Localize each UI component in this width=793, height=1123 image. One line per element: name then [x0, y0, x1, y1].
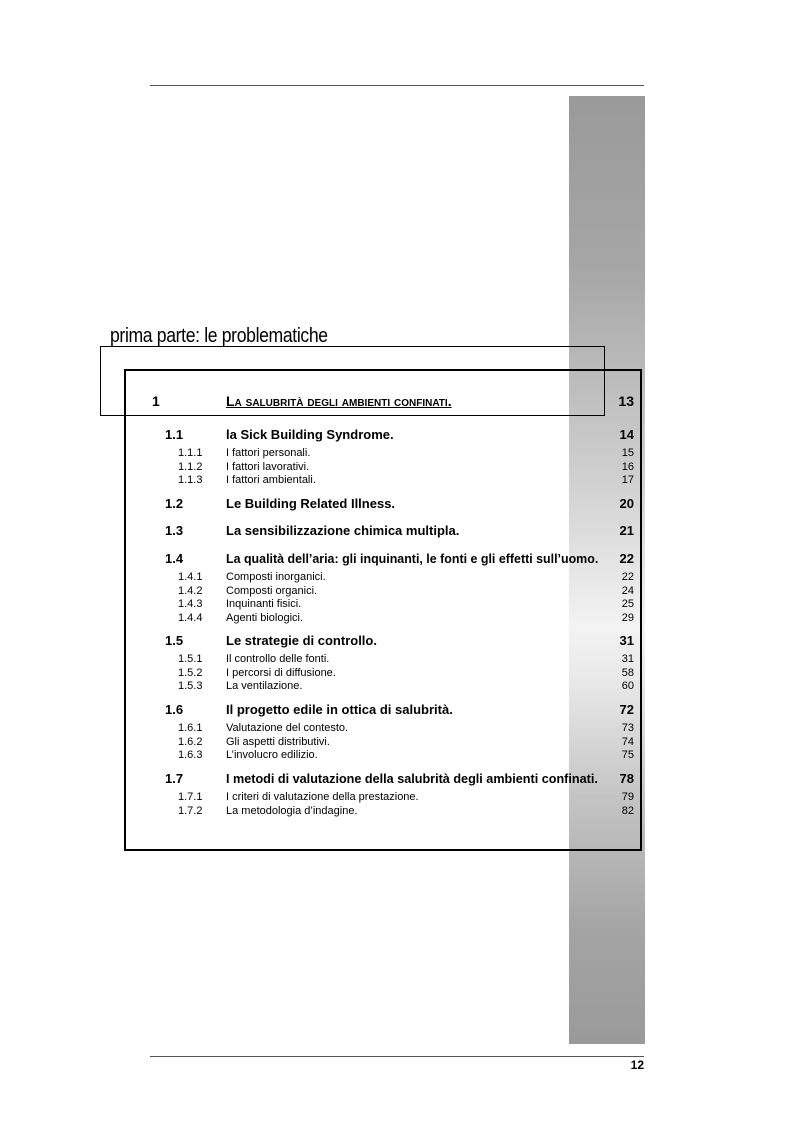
toc-subsection-row[interactable]: [126, 585, 640, 598]
toc-subsection-title: I criteri di valutazione della prestazione.: [226, 791, 419, 803]
toc-subsection-number: 1.5.1: [178, 653, 203, 665]
part-title: prima parte: le problematiche: [110, 325, 328, 347]
toc-subsection-number: 1.6.3: [178, 749, 203, 762]
toc-subsection-title: Valutazione del contesto.: [226, 722, 349, 734]
toc-subsection-title: Agenti biologici.: [226, 611, 304, 624]
toc-subsection-row[interactable]: [126, 447, 640, 460]
toc-subsection-page: 58: [621, 666, 634, 679]
toc-subsection-page: 31: [621, 653, 634, 665]
toc-section-page: 14: [619, 427, 634, 442]
toc-subsection-page: 60: [621, 680, 634, 693]
page-number: 12: [630, 1058, 644, 1072]
toc-section-number: 1.2: [165, 496, 184, 511]
toc-subsection-row[interactable]: [126, 653, 640, 666]
toc-section-title: I metodi di valutazione della salubrità degli ambienti confinati.: [226, 771, 598, 786]
toc-section-page: 31: [619, 633, 634, 648]
toc-section-number: 1.1: [165, 427, 184, 442]
toc-section-row[interactable]: [126, 496, 640, 512]
toc-subsection-row[interactable]: [126, 612, 640, 625]
toc-subsection-page: 75: [621, 749, 634, 762]
toc-subsection-page: 25: [621, 598, 634, 611]
toc-subsection-number: 1.4.4: [178, 611, 203, 624]
toc-section-title: la Sick Building Syndrome.: [226, 427, 394, 442]
toc-section-title: Le strategie di controllo.: [226, 633, 377, 648]
toc-section-page: 72: [619, 702, 634, 717]
toc-subsection-title: Gli aspetti distributivi.: [226, 735, 330, 748]
toc-chapter-number: 1: [152, 393, 160, 409]
toc-subsection-number: 1.4.2: [178, 584, 203, 597]
toc-subsection-number: 1.1.1: [178, 447, 203, 459]
toc-subsection-title: L’involucro edilizio.: [226, 749, 318, 762]
toc-section-page: 21: [619, 523, 634, 538]
toc-subsection-row[interactable]: [126, 598, 640, 611]
toc-chapter-row[interactable]: [126, 393, 640, 411]
toc-subsection-row[interactable]: [126, 461, 640, 474]
toc-section-number: 1.6: [165, 702, 184, 717]
toc-subsection-title: Inquinanti fisici.: [226, 598, 302, 611]
table-of-contents: [124, 369, 642, 851]
toc-chapter-title: La salubrità degli ambienti confinati.: [226, 393, 452, 409]
toc-subsection-number: 1.7.1: [178, 791, 203, 803]
toc-subsection-page: 22: [621, 571, 634, 583]
toc-subsection-page: 74: [621, 735, 634, 748]
toc-subsection-number: 1.6.1: [178, 722, 203, 734]
toc-subsection-number: 1.4.3: [178, 598, 203, 611]
toc-subsection-title: I fattori ambientali.: [226, 474, 316, 487]
toc-subsection-row[interactable]: [126, 680, 640, 693]
toc-subsection-row[interactable]: [126, 736, 640, 749]
toc-subsection-title: I fattori personali.: [226, 447, 311, 459]
toc-subsection-page: 15: [621, 447, 634, 459]
toc-subsection-page: 73: [621, 722, 634, 734]
toc-subsection-number: 1.4.1: [178, 571, 203, 583]
toc-subsection-row[interactable]: [126, 805, 640, 818]
toc-subsection-number: 1.6.2: [178, 735, 203, 748]
toc-subsection-page: 16: [621, 460, 634, 473]
toc-subsection-number: 1.1.3: [178, 474, 203, 487]
toc-section-number: 1.5: [165, 633, 184, 648]
toc-section-row[interactable]: [126, 523, 640, 539]
toc-subsection-title: Composti organici.: [226, 584, 318, 597]
toc-section-row[interactable]: [126, 427, 640, 443]
toc-section-row[interactable]: [126, 551, 640, 567]
toc-subsection-title: Il controllo delle fonti.: [226, 653, 330, 665]
toc-subsection-number: 1.5.2: [178, 666, 203, 679]
toc-subsection-number: 1.5.3: [178, 680, 203, 693]
toc-section-row[interactable]: [126, 771, 640, 787]
toc-subsection-title: La ventilazione.: [226, 680, 303, 693]
toc-section-number: 1.3: [165, 523, 184, 538]
toc-section-title: Il progetto edile in ottica di salubrità.: [226, 702, 453, 717]
toc-subsection-row[interactable]: [126, 474, 640, 487]
toc-section-number: 1.7: [165, 771, 184, 786]
footer-rule: [150, 1056, 644, 1057]
toc-subsection-page: 79: [621, 791, 634, 803]
toc-subsection-row[interactable]: [126, 791, 640, 804]
header-rule: [150, 85, 644, 86]
toc-subsection-page: 29: [621, 611, 634, 624]
toc-subsection-number: 1.7.2: [178, 804, 203, 817]
toc-section-page: 78: [619, 771, 634, 786]
toc-section-row[interactable]: [126, 702, 640, 718]
toc-section-row[interactable]: [126, 633, 640, 649]
toc-section-number: 1.4: [165, 551, 184, 566]
toc-subsection-row[interactable]: [126, 722, 640, 735]
toc-subsection-page: 24: [621, 584, 634, 597]
toc-subsection-title: La metodologia d’indagine.: [226, 804, 358, 817]
toc-subsection-page: 17: [621, 474, 634, 487]
toc-subsection-row[interactable]: [126, 749, 640, 762]
toc-section-title: La sensibilizzazione chimica multipla.: [226, 523, 460, 538]
toc-subsection-page: 82: [621, 804, 634, 817]
toc-chapter-page: 13: [618, 393, 634, 409]
toc-section-title: La qualità dell’aria: gli inquinanti, le fonti e gli effetti sull’uomo.: [226, 551, 599, 566]
toc-section-page: 22: [619, 551, 634, 566]
toc-subsection-title: I percorsi di diffusione.: [226, 666, 336, 679]
toc-subsection-number: 1.1.2: [178, 460, 203, 473]
toc-subsection-row[interactable]: [126, 571, 640, 584]
toc-subsection-row[interactable]: [126, 667, 640, 680]
toc-subsection-title: Composti inorganici.: [226, 571, 326, 583]
toc-section-title: Le Building Related Illness.: [226, 496, 396, 511]
toc-subsection-title: I fattori lavorativi.: [226, 460, 310, 473]
toc-section-page: 20: [619, 496, 634, 511]
